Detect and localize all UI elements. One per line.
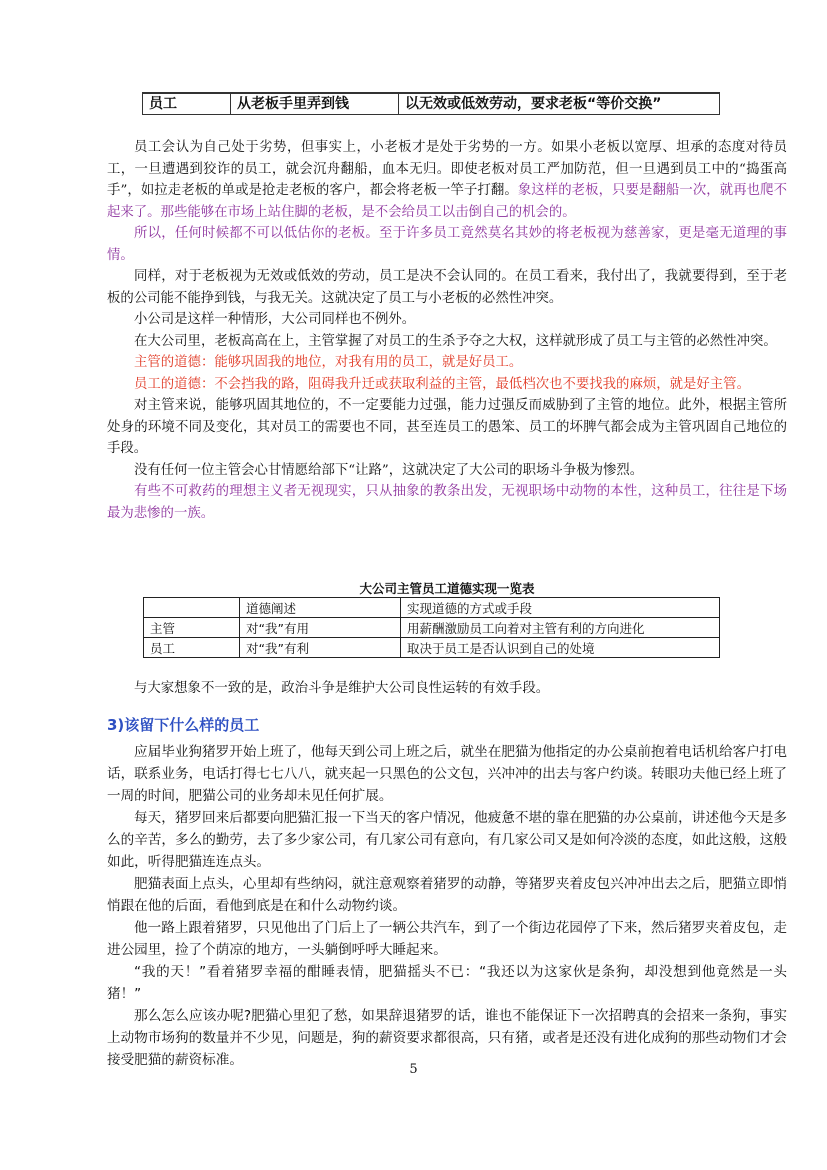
continued-table-row — [142, 92, 720, 115]
table-row — [143, 93, 720, 115]
paragraph: 没有任何一位主管会心甘情愿给部下“让路”，这就决定了大公司的职场斗争极为惨烈。 — [134, 462, 644, 478]
paragraph: 在大公司里，老板高高在上，主管掌握了对员工的生杀予夺之大权，这样就形成了员工与主管的必然性冲突。 — [134, 333, 777, 349]
paragraph: 员工的道德：不会挡我的路，阻碍我升迁或获取利益的主管，最低档次也不要找我的麻烦，就是好主管。 — [134, 376, 750, 392]
table-cell: 用薪酬激励员工向着对主管有利的方向进化 — [401, 618, 720, 638]
table-cell-goal: 从老板手里弄到钱 — [231, 93, 399, 115]
paragraph: 应届毕业狗猪罗开始上班了，他每天到公司上班之后，就坐在肥猫为他指定的办公桌前抱着电话机给客户打电话，联系业务，电话打得七七八八，就夹起一只黑色的公文包，兴冲冲的出去与客户约谈。转眼功夫他已经上班了一周的时间，肥猫公司的业务却未见任何扩展。 — [107, 744, 787, 804]
paragraph: 对主管来说，能够巩固其地位的，不一定要能力过强，能力过强反而威胁到了主管的地位。此外，根据主管所处身的环境不同及变化，其对员工的需要也不同，甚至连员工的愚笨、员工的坏脾气都会成为主管巩固自己地位的手段。 — [107, 398, 787, 456]
table-cell-role: 员工 — [143, 93, 231, 115]
paragraph: 与大家想象不一致的是，政治斗争是维护大公司良性运转的有效手段。 — [134, 681, 550, 696]
closing-line — [107, 678, 787, 700]
ethics-table — [143, 597, 720, 658]
paragraph: 那么怎么应该办呢?肥猫心里犯了愁，如果辞退猪罗的话，谁也不能保证下一次招聘真的会招来一条狗，事实上动物市场狗的数量并不少见，问题是，狗的薪资要求都很高，只有猪，或者是还没有进化成狗的那些动物们才会接受肥猫的薪资标准。 — [107, 1008, 787, 1068]
table-header-cell — [144, 598, 240, 618]
table-cell: 对“我”有利 — [240, 638, 401, 658]
paragraph: 他一路上跟着猪罗，只见他出了门后上了一辆公共汽车，到了一个街边花园停了下来，然后猪罗夹着皮包，走进公园里，捡了个荫凉的地方，一头躺倒呼呼大睡起来。 — [107, 920, 787, 958]
paragraph: 有些不可救药的理想主义者无视现实，只从抽象的教条出发，无视职场中动物的本性，这种员工，往往是下场最为悲惨的一族。 — [107, 484, 787, 521]
paragraph: 员工会认为自己处于劣势，但事实上，小老板才是处于劣势的一方。如果小老板以宽厚、坦承的态度对待员工，一旦遭遇到狡诈的员工，就会沉舟翻船，血本无归。即使老板对员工严加防范，但一旦遇到员工中的“捣蛋高手”，如拉走老板的单或是抢走老板的客户，都会将老板一竿子打翻。象这样的老板，只要是翻船一次，就再也爬不起来了。那些能够在市场上站住脚的老板，是不会给员工以击倒自己的机会的。 — [107, 140, 788, 220]
section-title: 3)该留下什么样的员工 — [107, 716, 260, 734]
paragraph: 小公司是这样一种情形，大公司同样也不例外。 — [134, 312, 416, 327]
table-cell-means: 以无效或低效劳动，要求老板“等价交换” — [399, 93, 720, 115]
table-cell: 主管 — [144, 618, 240, 638]
table-cell: 对“我”有用 — [240, 618, 401, 638]
body-text-part-1 — [107, 137, 787, 524]
body-text-part-2 — [107, 741, 787, 1071]
paragraph: “我的天！”看着猪罗幸福的酣睡表情，肥猫摇头不已：“我还以为这家伙是条狗，却没想到他竟然是一头猪！” — [107, 964, 787, 1002]
table-row — [144, 618, 720, 638]
table-caption: 大公司主管员工道德实现一览表 — [359, 581, 535, 596]
table-row — [144, 638, 720, 658]
table-header-cell: 实现道德的方式或手段 — [401, 598, 720, 618]
paragraph: 主管的道德：能够巩固我的地位，对我有用的员工，就是好员工。 — [134, 355, 523, 370]
table-cell: 取决于员工是否认识到自己的处境 — [401, 638, 720, 658]
paragraph: 所以，任何时候都不可以低估你的老板。至于许多员工竟然莫名其妙的将老板视为慈善家，更是毫无道理的事情。 — [107, 226, 787, 263]
table-cell: 员工 — [144, 638, 240, 658]
table-header-row — [144, 598, 720, 618]
table-header-cell: 道德阐述 — [240, 598, 401, 618]
paragraph: 肥猫表面上点头，心里却有些纳闷，就注意观察着猪罗的动静，等猪罗夹着皮包兴冲冲出去之后，肥猫立即悄悄跟在他的后面，看他到底是在和什么动物约谈。 — [107, 876, 787, 914]
page-number: 5 — [409, 1062, 418, 1077]
paragraph: 每天，猪罗回来后都要向肥猫汇报一下当天的客户情况，他疲惫不堪的靠在肥猫的办公桌前，讲述他今天是多么的辛苦，多么的勤劳，去了多少家公司，有几家公司有意向，有几家公司又是如何冷淡的态度，如此这般，这般如此，听得肥猫连连点头。 — [107, 810, 787, 870]
paragraph: 同样，对于老板视为无效或低效的劳动，员工是决不会认同的。在员工看来，我付出了，我就要得到，至于老板的公司能不能挣到钱，与我无关。这就决定了员工与小老板的必然性冲突。 — [107, 269, 787, 306]
